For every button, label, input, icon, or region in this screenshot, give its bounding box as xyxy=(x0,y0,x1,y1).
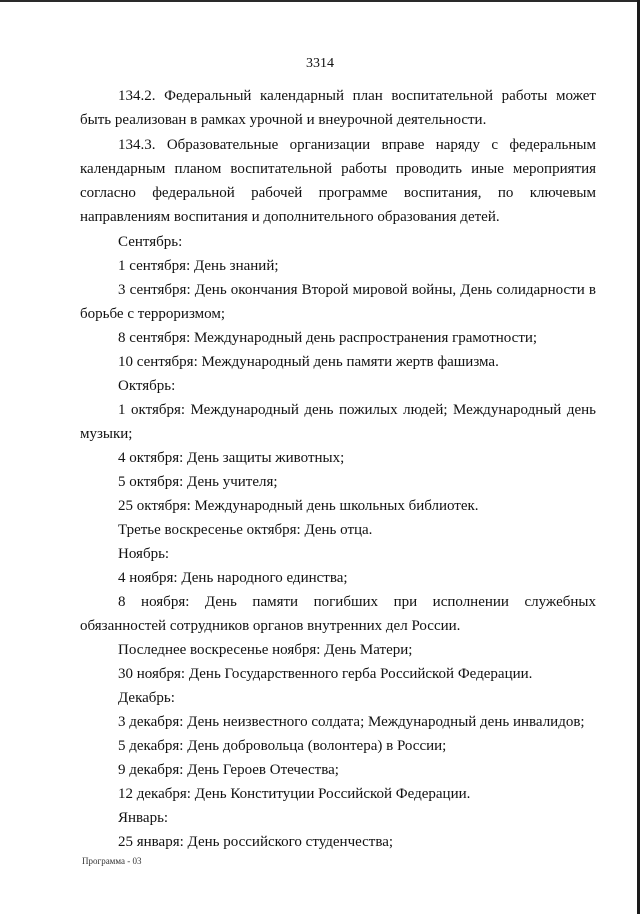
event-item: 9 декабря: День Героев Отечества; xyxy=(118,762,339,778)
event-item: 25 января: День российского студенчества; xyxy=(118,834,394,850)
month-heading-january: Январь: xyxy=(118,810,169,826)
event-item: 8 сентября: Международный день распространения грамотности; xyxy=(118,330,538,346)
month-heading-november: Ноябрь: xyxy=(118,546,170,562)
event-item: 5 октября: День учителя; xyxy=(118,474,278,490)
event-item: 1 октября: Международный день пожилых людей; Международный день музыки; xyxy=(80,402,596,442)
event-item: Третье воскресенье октября: День отца. xyxy=(118,522,373,538)
month-heading-december: Декабрь: xyxy=(118,690,175,706)
event-item: 30 ноября: День Государственного герба Российской Федерации. xyxy=(118,666,533,682)
footer-note: Программа - 03 xyxy=(82,856,142,866)
event-item: 8 ноября: День памяти погибших при исполнении служебных обязанностей сотрудников органов внутренних дел России. xyxy=(80,594,596,634)
scan-edge-top xyxy=(0,0,640,2)
document-body xyxy=(80,84,596,854)
month-heading-september: Сентябрь: xyxy=(118,234,183,250)
event-item: 12 декабря: День Конституции Российской Федерации. xyxy=(118,786,471,802)
event-item: 3 декабря: День неизвестного солдата; Международный день инвалидов; xyxy=(118,714,585,730)
event-item: 10 сентября: Международный день памяти жертв фашизма. xyxy=(118,354,499,370)
event-item: 3 сентября: День окончания Второй мировой войны, День солидарности в борьбе с терроризмом; xyxy=(80,282,596,322)
event-item: Последнее воскресенье ноября: День Матери; xyxy=(118,642,413,658)
month-heading-october: Октябрь: xyxy=(118,378,176,394)
paragraph-134-3: 134.3. Образовательные организации вправе наряду с федеральным календарным планом воспитательной работы проводить иные мероприятия согласно федеральной рабочей программе воспитания, по ключевым направлениям воспитания и дополнительного образования детей. xyxy=(80,137,596,225)
event-item: 5 декабря: День добровольца (волонтера) в России; xyxy=(118,738,447,754)
event-item: 4 ноября: День народного единства; xyxy=(118,570,348,586)
event-item: 4 октября: День защиты животных; xyxy=(118,450,345,466)
paragraph-134-2: 134.2. Федеральный календарный план воспитательной работы может быть реализован в рамках урочной и внеурочной деятельности. xyxy=(80,88,596,128)
event-item: 1 сентября: День знаний; xyxy=(118,258,279,274)
page-number: 3314 xyxy=(306,56,334,71)
event-item: 25 октября: Международный день школьных библиотек. xyxy=(118,498,479,514)
